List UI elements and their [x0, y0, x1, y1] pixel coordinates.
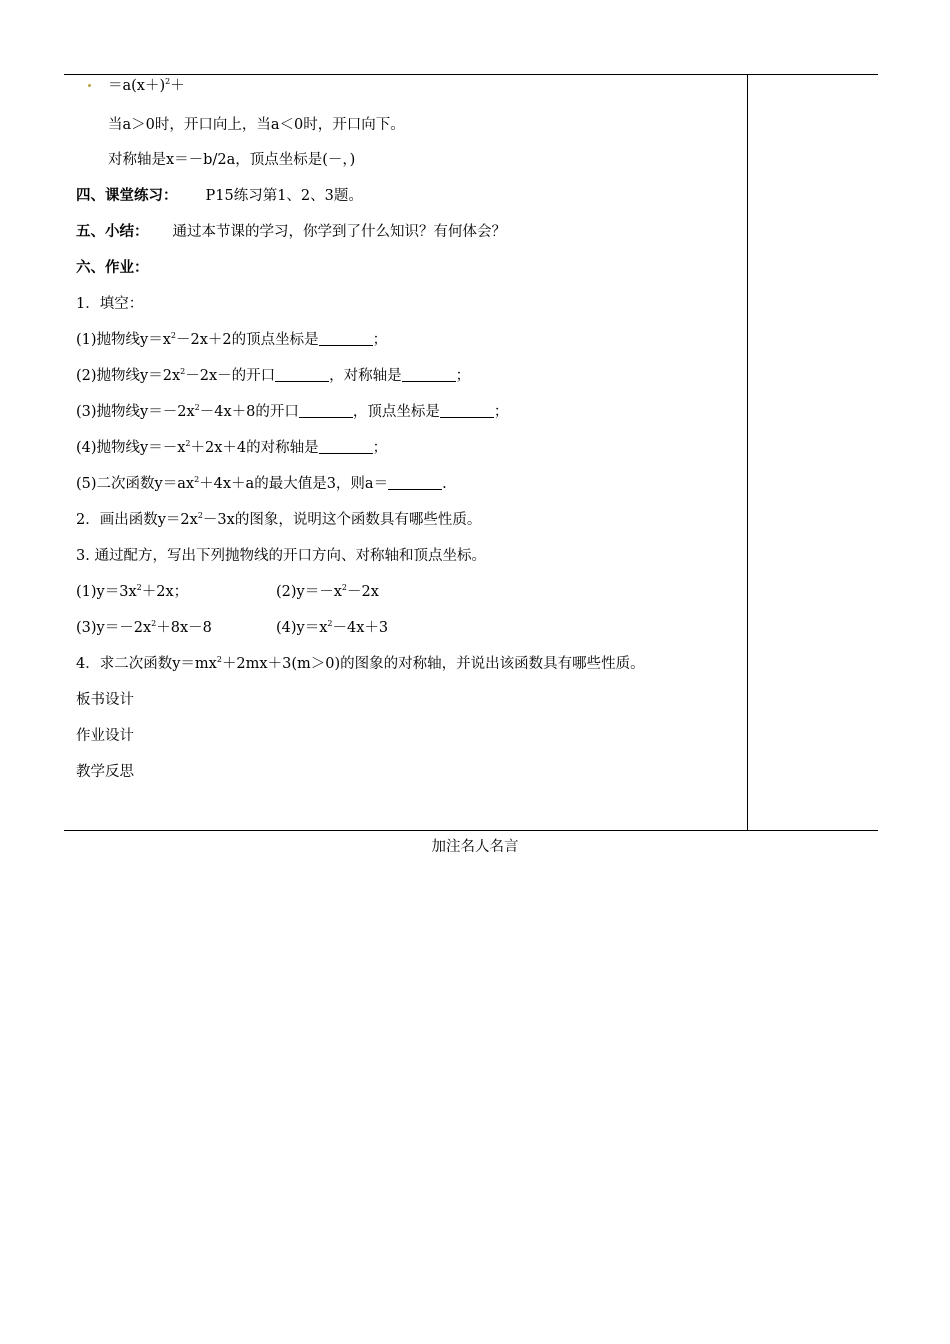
summary-section [76, 222, 506, 242]
practice-section [76, 186, 363, 206]
q1-item-4: (4)抛物线$y=-x^2+2x+4$的对称轴是 ； [76, 439, 388, 456]
homework-heading: 六、作业： [76, 260, 149, 276]
opening-rule-line: 当a＞0时，开口向上，当a＜0时，开口向下。 [108, 117, 405, 133]
q2-line: 2．画出函数$y=2x^2-3x$的图象，说明这个函数具有哪些性质。 [76, 511, 482, 528]
q1-item-3: (3)抛物线$y=-2x^2-4x+8$的开口 ，顶点坐标是 ； [76, 403, 509, 420]
homework-design-label: 作业设计 [76, 728, 134, 744]
top-rule [64, 74, 878, 75]
footer-quote-label: 加注名人名言 [431, 839, 519, 855]
teaching-reflection-label: 教学反思 [76, 764, 134, 780]
practice-heading: 四、课堂练习： [76, 188, 178, 204]
summary-heading: 五、小结： [76, 224, 149, 240]
bottom-rule [64, 830, 878, 831]
bullet-dot [88, 84, 91, 87]
q3-item-3: $(3)y=-2x^2+8x-8$ [76, 619, 212, 636]
summary-text: 通过本节课的学习，你学到了什么知识？有何体会？ [172, 224, 506, 240]
q3-item-4: $(4)y=x^2-4x+3$ [276, 619, 389, 636]
q1-title: 1．填空： [76, 296, 144, 312]
q1-item-5: (5)二次函数$y=ax^2+4x+a$的最大值是3，则a＝ . [76, 475, 447, 492]
vertex-formula-line: $=a(x+)^2+$ [108, 77, 185, 94]
column-divider [747, 74, 748, 831]
q4-line: 4．求二次函数$y=mx^2+2mx+3(m>0)$的图象的对称轴，并说出该函数具有哪些性质。 [76, 655, 645, 672]
q3-item-2: $(2)y=-x^2-2x$ [276, 583, 379, 600]
q3-title: 3. 通过配方，写出下列抛物线的开口方向、对称轴和顶点坐标。 [76, 548, 486, 564]
axis-vertex-line: 对称轴是x＝－b/2a，顶点坐标是(－，) [108, 152, 356, 168]
q1-item-1: (1)抛物线$y=x^2-2x+2$的顶点坐标是 ； [76, 331, 388, 348]
q1-item-2: (2)抛物线$y=2x^2-2x-$的开口 ，对称轴是 ； [76, 367, 471, 384]
board-design-label: 板书设计 [76, 692, 134, 708]
q3-item-1: $(1)y=3x^2+2x$； [76, 583, 189, 600]
practice-text: P15练习第1、2、3题。 [205, 188, 363, 204]
